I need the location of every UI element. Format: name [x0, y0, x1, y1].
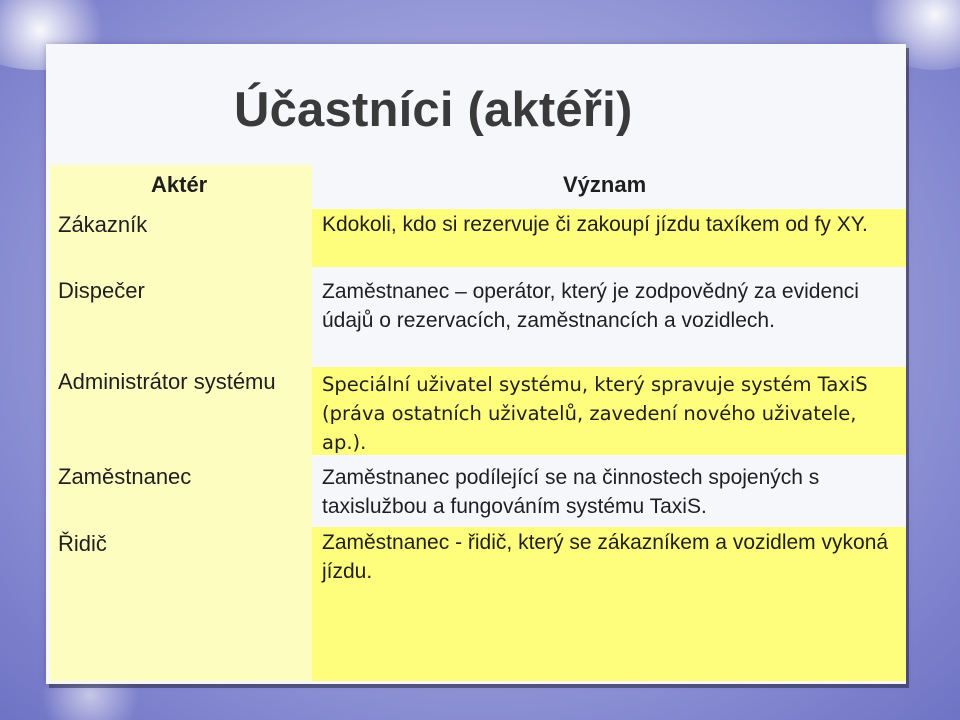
- actor-cell-zamestnanec: Zaměstnanec: [58, 464, 192, 489]
- meaning-cell-administrator: Speciální uživatel systému, který spravuje systém TaxiS (práva ostatních uživatelů, zavedení nového uživatele, ap.).: [312, 367, 906, 455]
- actor-column-header: Aktér: [151, 172, 208, 197]
- actor-cell-ridic: Řidič: [58, 531, 107, 556]
- slide: [46, 44, 906, 684]
- meaning-column-header: Význam: [563, 172, 647, 197]
- actor-cell-zakaznik: Zákazník: [58, 212, 148, 237]
- meaning-cell-ridic: Zaměstnanec - řidič, který se zákazníkem a vozidlem vykoná jízdu.: [312, 527, 906, 681]
- meaning-cell-zamestnanec: Zaměstnanec podílející se na činnostech spojených s taxislužbou a fungováním systému TaxiS.: [322, 466, 820, 518]
- actor-column-background: [50, 165, 312, 681]
- actor-cell-administrator: Administrátor systému: [58, 369, 276, 394]
- meaning-cell-dispecer: Zaměstnanec – operátor, který je zodpovědný za evidenci údajů o rezervacích, zaměstnancích a vozidlech.: [322, 280, 859, 332]
- slide-title: Účastníci (aktéři): [234, 83, 633, 137]
- actor-cell-dispecer: Dispečer: [58, 278, 145, 303]
- meaning-cell-zakaznik: Kdokoli, kdo si rezervuje či zakoupí jízdu taxíkem od fy XY.: [312, 209, 906, 267]
